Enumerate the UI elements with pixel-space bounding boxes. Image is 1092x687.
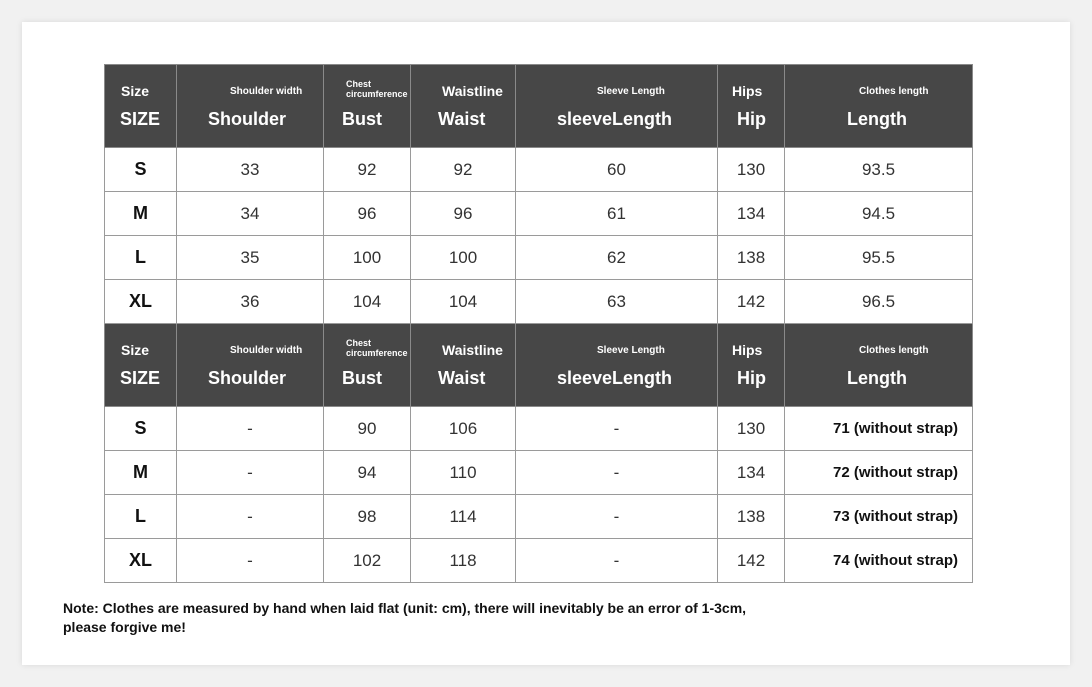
table-row — [105, 192, 973, 236]
waist-value: 92 — [411, 148, 516, 192]
table-row — [105, 280, 973, 324]
table-row — [105, 148, 973, 192]
header-sleeve: Sleeve Length sleeveLength — [516, 65, 718, 148]
shoulder-value: 34 — [177, 192, 324, 236]
header-bust: Chest circumference Bust — [324, 324, 411, 407]
hip-value: 134 — [718, 192, 785, 236]
header-waist: Waistline Waist — [411, 324, 516, 407]
header-length: Clothes length Length — [785, 65, 973, 148]
table-header-row — [105, 65, 973, 148]
waist-value: 110 — [411, 451, 516, 495]
length-value: 71 (without strap) — [785, 407, 973, 451]
length-value: 72 (without strap) — [785, 451, 973, 495]
table-row — [105, 539, 973, 583]
shoulder-value: 33 — [177, 148, 324, 192]
table-row — [105, 495, 973, 539]
size-value: M — [105, 192, 177, 236]
bust-value: 100 — [324, 236, 411, 280]
bust-value: 98 — [324, 495, 411, 539]
length-value: 74 (without strap) — [785, 539, 973, 583]
shoulder-value: 35 — [177, 236, 324, 280]
header-size: Size SIZE — [105, 65, 177, 148]
hip-value: 138 — [718, 236, 785, 280]
waist-value: 114 — [411, 495, 516, 539]
table-row — [105, 236, 973, 280]
size-value: XL — [105, 539, 177, 583]
measurement-note: Note: Clothes are measured by hand when laid flat (unit: cm), there will inevitably be an error of 1-3cm, please forgive me! — [63, 600, 747, 635]
length-value: 93.5 — [785, 148, 973, 192]
size-value: L — [105, 236, 177, 280]
size-value: S — [105, 407, 177, 451]
hip-value: 130 — [718, 148, 785, 192]
bust-value: 104 — [324, 280, 411, 324]
length-value: 73 (without strap) — [785, 495, 973, 539]
shoulder-value: - — [177, 451, 324, 495]
hip-value: 142 — [718, 280, 785, 324]
waist-value: 118 — [411, 539, 516, 583]
shoulder-value: - — [177, 495, 324, 539]
table-row — [105, 451, 973, 495]
header-length: Clothes length Length — [785, 324, 973, 407]
size-value: L — [105, 495, 177, 539]
sleeve-value: - — [516, 495, 718, 539]
header-sleeve: Sleeve Length sleeveLength — [516, 324, 718, 407]
shoulder-value: - — [177, 407, 324, 451]
header-size: Size SIZE — [105, 324, 177, 407]
waist-value: 106 — [411, 407, 516, 451]
waist-value: 104 — [411, 280, 516, 324]
header-waist: Waistline Waist — [411, 65, 516, 148]
sleeve-value: - — [516, 539, 718, 583]
bust-value: 90 — [324, 407, 411, 451]
bust-value: 96 — [324, 192, 411, 236]
hip-value: 130 — [718, 407, 785, 451]
sleeve-value: 61 — [516, 192, 718, 236]
size-chart-table — [104, 64, 973, 583]
header-shoulder: Shoulder width Shoulder — [177, 324, 324, 407]
length-value: 94.5 — [785, 192, 973, 236]
shoulder-value: - — [177, 539, 324, 583]
header-bust: Chest circumference Bust — [324, 65, 411, 148]
shoulder-value: 36 — [177, 280, 324, 324]
header-hip: Hips Hip — [718, 65, 785, 148]
sleeve-value: 63 — [516, 280, 718, 324]
waist-value: 100 — [411, 236, 516, 280]
sleeve-value: - — [516, 407, 718, 451]
hip-value: 134 — [718, 451, 785, 495]
length-value: 96.5 — [785, 280, 973, 324]
sleeve-value: 62 — [516, 236, 718, 280]
bust-value: 94 — [324, 451, 411, 495]
bust-value: 102 — [324, 539, 411, 583]
header-hip: Hips Hip — [718, 324, 785, 407]
hip-value: 142 — [718, 539, 785, 583]
sleeve-value: - — [516, 451, 718, 495]
hip-value: 138 — [718, 495, 785, 539]
waist-value: 96 — [411, 192, 516, 236]
size-value: XL — [105, 280, 177, 324]
sleeve-value: 60 — [516, 148, 718, 192]
length-value: 95.5 — [785, 236, 973, 280]
size-value: M — [105, 451, 177, 495]
bust-value: 92 — [324, 148, 411, 192]
header-shoulder: Shoulder width Shoulder — [177, 65, 324, 148]
size-value: S — [105, 148, 177, 192]
table-header-row — [105, 324, 973, 407]
table-row — [105, 407, 973, 451]
